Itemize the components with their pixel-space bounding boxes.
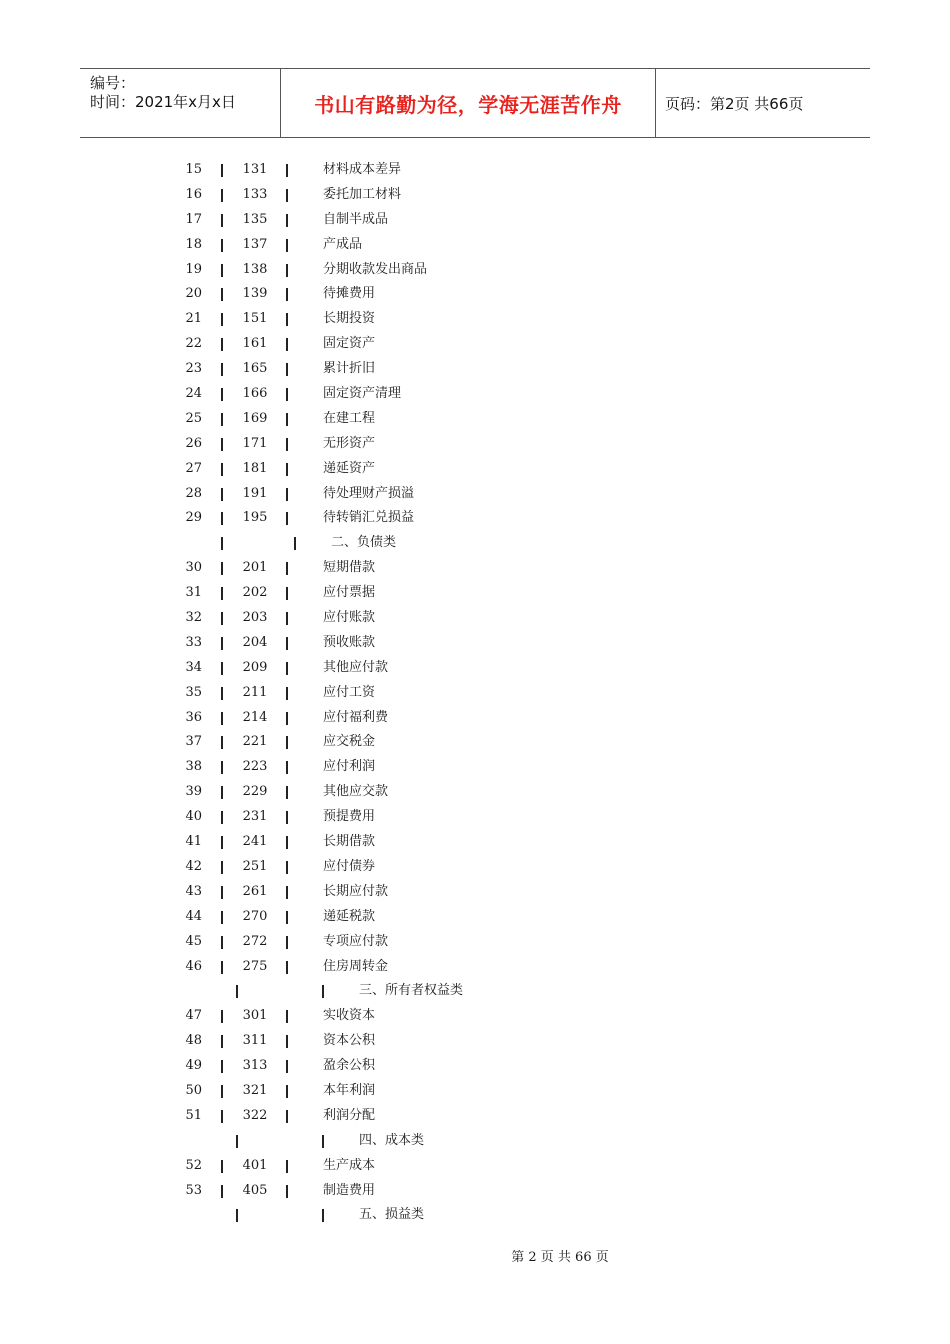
header-meta [80,69,280,137]
row-number: 45 [185,933,202,949]
account-code: 138 [242,261,268,277]
page-info: 页码：第2页 共66页 [665,94,804,113]
section-heading-row [0,979,950,1004]
account-row [0,307,950,332]
page-footer: 第 2 页 共 66 页 [511,1250,609,1265]
account-name: 应付工资 [323,684,376,700]
account-row [0,482,950,507]
account-name: 待转销汇兑损益 [323,510,415,526]
account-row [0,780,950,805]
account-name: 长期借款 [323,834,376,850]
account-row [0,407,950,432]
column-divider [286,338,288,351]
column-divider [286,1060,288,1073]
account-code: 195 [242,510,268,526]
account-row [0,755,950,780]
column-divider [221,861,223,874]
account-name: 实收资本 [323,1008,376,1024]
account-name: 固定资产 [323,336,376,352]
row-number: 37 [185,734,202,750]
column-divider [286,587,288,600]
account-row [0,233,950,258]
account-row [0,581,950,606]
row-number: 53 [185,1182,202,1198]
account-row [0,183,950,208]
account-row [0,556,950,581]
column-divider [221,886,223,899]
account-code: 151 [242,311,268,327]
account-code: 165 [242,361,268,377]
column-divider [221,338,223,351]
column-divider [286,438,288,451]
column-divider [286,1035,288,1048]
account-code: 169 [242,410,268,426]
account-code: 321 [242,1082,268,1098]
account-name: 资本公积 [323,1033,376,1049]
column-divider [221,637,223,650]
column-divider [221,388,223,401]
column-divider [286,388,288,401]
column-divider [221,1085,223,1098]
account-row [0,432,950,457]
row-number: 29 [185,510,202,526]
account-code: 139 [242,286,268,302]
column-divider [286,637,288,650]
column-divider [221,911,223,924]
column-divider [221,164,223,177]
column-divider [286,662,288,675]
column-divider [286,1110,288,1123]
row-number: 48 [185,1033,202,1049]
section-title: 三、所有者权益类 [359,983,464,999]
row-number: 20 [185,286,202,302]
account-name: 预收账款 [323,634,376,650]
account-row [0,282,950,307]
row-number: 50 [185,1082,202,1098]
row-number: 47 [185,1008,202,1024]
section-title: 二、负债类 [331,535,397,551]
account-name: 累计折旧 [323,361,376,377]
column-divider [221,811,223,824]
account-row [0,606,950,631]
column-divider [221,936,223,949]
account-code: 272 [242,933,268,949]
column-divider [236,985,238,998]
column-divider [286,1160,288,1173]
column-divider [221,413,223,426]
row-number: 38 [185,759,202,775]
column-divider [286,836,288,849]
column-divider [221,687,223,700]
row-number: 17 [185,211,202,227]
row-number: 34 [185,659,202,675]
column-divider [286,288,288,301]
account-row [0,457,950,482]
account-name: 分期收款发出商品 [323,261,428,277]
row-number: 44 [185,908,202,924]
account-row [0,208,950,233]
row-number: 22 [185,336,202,352]
header-motto-cell [280,69,656,137]
account-code: 322 [242,1107,268,1123]
account-code: 221 [242,734,268,750]
account-row [0,730,950,755]
column-divider [286,687,288,700]
account-name: 短期借款 [323,560,376,576]
column-divider [221,1035,223,1048]
account-row [0,357,950,382]
account-code: 275 [242,958,268,974]
column-divider [322,1135,324,1148]
account-code: 201 [242,560,268,576]
account-name: 住房周转金 [323,958,389,974]
column-divider [286,463,288,476]
column-divider [221,1110,223,1123]
account-name: 盈余公积 [323,1058,376,1074]
row-number: 18 [185,236,202,252]
row-number: 52 [185,1157,202,1173]
column-divider [286,562,288,575]
row-number: 40 [185,809,202,825]
account-name: 应付债券 [323,858,376,874]
account-row [0,1154,950,1179]
column-divider [286,239,288,252]
account-code: 261 [242,883,268,899]
account-name: 制造费用 [323,1182,376,1198]
row-number: 24 [185,386,202,402]
account-name: 专项应付款 [323,933,389,949]
account-code: 214 [242,709,268,725]
account-row [0,855,950,880]
column-divider [221,662,223,675]
column-divider [221,612,223,625]
row-number: 32 [185,610,202,626]
account-name: 在建工程 [323,410,376,426]
account-code: 204 [242,634,268,650]
account-code: 231 [242,809,268,825]
section-heading-row [0,1129,950,1154]
account-row [0,830,950,855]
row-number: 49 [185,1058,202,1074]
account-name: 待摊费用 [323,286,376,302]
column-divider [221,463,223,476]
column-divider [221,363,223,376]
account-list [0,158,950,1228]
account-row [0,332,950,357]
row-number: 30 [185,560,202,576]
account-row [0,1079,950,1104]
row-number: 16 [185,186,202,202]
account-code: 209 [242,659,268,675]
column-divider [221,264,223,277]
account-code: 137 [242,236,268,252]
column-divider [286,712,288,725]
account-name: 长期应付款 [323,883,389,899]
row-number: 35 [185,684,202,700]
column-divider [221,1060,223,1073]
account-row [0,382,950,407]
account-name: 材料成本差异 [323,162,402,177]
column-divider [286,214,288,227]
column-divider [286,861,288,874]
column-divider [286,961,288,974]
column-divider [286,488,288,501]
account-name: 委托加工材料 [323,186,402,202]
account-row [0,258,950,283]
account-code: 223 [242,759,268,775]
column-divider [236,1135,238,1148]
column-divider [221,1185,223,1198]
account-name: 待处理财产损溢 [323,485,415,501]
column-divider [221,786,223,799]
account-code: 251 [242,858,268,874]
account-code: 211 [242,684,268,700]
column-divider [221,214,223,227]
account-name: 递延资产 [323,460,376,476]
account-name: 本年利润 [323,1082,376,1098]
account-row [0,631,950,656]
column-divider [286,189,288,202]
column-divider [286,786,288,799]
row-number: 27 [185,460,202,476]
column-divider [221,239,223,252]
row-number: 28 [185,485,202,501]
column-divider [236,1209,238,1222]
column-divider [221,537,223,550]
column-divider [221,288,223,301]
column-divider [221,1010,223,1023]
account-name: 长期投资 [323,311,376,327]
account-row [0,1004,950,1029]
account-name: 递延税款 [323,908,376,924]
page-header [80,68,870,138]
row-number: 46 [185,958,202,974]
row-number: 23 [185,361,202,377]
account-row [0,506,950,531]
column-divider [221,313,223,326]
account-name: 其他应交款 [323,784,389,800]
column-divider [221,562,223,575]
account-code: 181 [242,460,268,476]
motto: 书山有路勤为径，学海无涯苦作舟 [314,92,622,117]
account-code: 171 [242,435,268,451]
column-divider [286,736,288,749]
column-divider [286,512,288,525]
row-number: 15 [185,162,202,177]
column-divider [322,985,324,998]
account-code: 135 [242,211,268,227]
row-number: 41 [185,834,202,850]
section-heading-row [0,1203,950,1228]
row-number: 25 [185,410,202,426]
account-code: 131 [242,162,268,177]
row-number: 36 [185,709,202,725]
column-divider [286,313,288,326]
row-number: 51 [185,1107,202,1123]
number-label: 编号： [90,74,136,92]
account-code: 161 [242,336,268,352]
account-code: 203 [242,610,268,626]
row-number: 39 [185,784,202,800]
account-name: 应付利润 [323,759,376,775]
column-divider [286,1185,288,1198]
column-divider [286,886,288,899]
column-divider [286,936,288,949]
column-divider [221,961,223,974]
account-row [0,1029,950,1054]
column-divider [322,1209,324,1222]
account-code: 405 [242,1182,268,1198]
column-divider [286,164,288,177]
account-code: 191 [242,485,268,501]
column-divider [221,512,223,525]
column-divider [221,712,223,725]
row-number: 31 [185,585,202,601]
column-divider [286,612,288,625]
row-number: 19 [185,261,202,277]
account-row [0,706,950,731]
account-code: 133 [242,186,268,202]
account-row [0,656,950,681]
column-divider [221,836,223,849]
account-code: 401 [242,1157,268,1173]
column-divider [221,1160,223,1173]
account-name: 应付福利费 [323,709,389,725]
column-divider [221,587,223,600]
account-row [0,880,950,905]
column-divider [286,761,288,774]
column-divider [286,264,288,277]
account-row [0,1104,950,1129]
account-code: 229 [242,784,268,800]
column-divider [221,189,223,202]
account-name: 应付票据 [323,585,376,601]
account-row [0,955,950,980]
account-name: 无形资产 [323,435,376,451]
account-name: 其他应付款 [323,659,389,675]
column-divider [286,413,288,426]
account-name: 利润分配 [323,1107,376,1123]
account-row [0,681,950,706]
account-name: 产成品 [323,236,363,252]
column-divider [286,363,288,376]
account-row [0,930,950,955]
row-number: 43 [185,883,202,899]
column-divider [221,488,223,501]
account-code: 166 [242,386,268,402]
column-divider [286,811,288,824]
account-row [0,905,950,930]
row-number: 33 [185,634,202,650]
row-number: 42 [185,858,202,874]
time-label: 时间：2021年x月x日 [90,93,236,111]
account-name: 应付账款 [323,610,376,626]
account-code: 270 [242,908,268,924]
column-divider [294,537,296,550]
section-title: 四、成本类 [359,1132,425,1148]
account-row [0,1179,950,1204]
account-name: 固定资产清理 [323,386,402,402]
row-number: 26 [185,435,202,451]
column-divider [286,1085,288,1098]
account-code: 202 [242,585,268,601]
column-divider [221,438,223,451]
column-divider [221,736,223,749]
column-divider [286,911,288,924]
account-name: 预提费用 [323,809,376,825]
row-number: 21 [185,311,202,327]
section-heading-row [0,531,950,556]
account-code: 241 [242,834,268,850]
account-row [0,1054,950,1079]
section-title: 五、损益类 [359,1207,425,1223]
account-code: 301 [242,1008,268,1024]
header-page-cell [655,69,870,137]
account-name: 应交税金 [323,734,376,750]
column-divider [221,761,223,774]
account-code: 313 [242,1058,268,1074]
account-name: 自制半成品 [323,211,389,227]
account-row [0,805,950,830]
account-row [0,158,950,183]
account-code: 311 [242,1033,268,1049]
column-divider [286,1010,288,1023]
account-name: 生产成本 [323,1157,376,1173]
